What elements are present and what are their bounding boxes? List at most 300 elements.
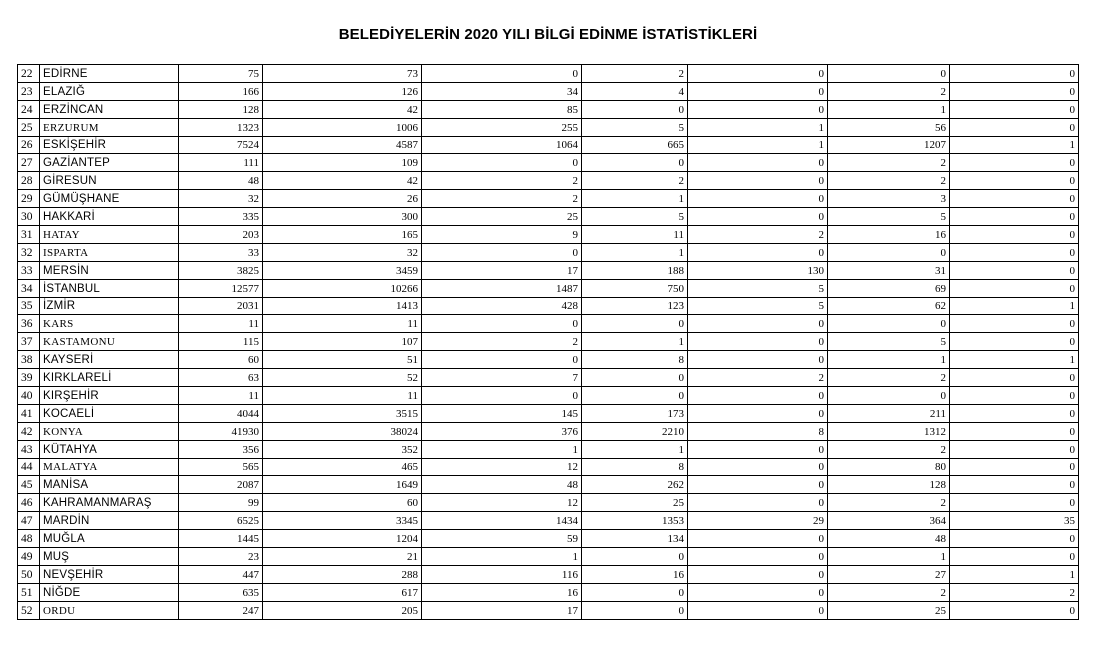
value-cell: 11 [582,226,688,244]
value-cell: 32 [179,190,263,208]
value-cell: 32 [263,243,422,261]
municipality-name: KASTAMONU [40,333,179,351]
table-row [18,548,1079,566]
row-number: 24 [18,100,40,118]
municipality-name: MERSİN [40,261,179,279]
value-cell: 48 [828,530,950,548]
value-cell: 23 [179,548,263,566]
table-row [18,154,1079,172]
value-cell: 27 [828,565,950,583]
value-cell: 173 [582,404,688,422]
value-cell: 0 [828,315,950,333]
row-number: 29 [18,190,40,208]
row-number: 48 [18,530,40,548]
value-cell: 0 [950,333,1079,351]
value-cell: 0 [688,154,828,172]
value-cell: 1323 [179,118,263,136]
value-cell: 60 [263,494,422,512]
value-cell: 1 [950,136,1079,154]
value-cell: 1487 [422,279,582,297]
table-row [18,601,1079,619]
value-cell: 165 [263,226,422,244]
value-cell: 109 [263,154,422,172]
value-cell: 31 [828,261,950,279]
value-cell: 0 [688,172,828,190]
table-row [18,315,1079,333]
value-cell: 0 [950,118,1079,136]
value-cell: 0 [950,458,1079,476]
municipality-name: MUĞLA [40,530,179,548]
table-row [18,387,1079,405]
value-cell: 33 [179,243,263,261]
row-number: 34 [18,279,40,297]
row-number: 47 [18,512,40,530]
municipality-name: NEVŞEHİR [40,565,179,583]
value-cell: 1 [950,565,1079,583]
value-cell: 0 [688,530,828,548]
value-cell: 1312 [828,422,950,440]
value-cell: 11 [179,387,263,405]
value-cell: 0 [688,387,828,405]
municipality-name: NİĞDE [40,583,179,601]
table-row [18,172,1079,190]
value-cell: 4044 [179,404,263,422]
value-cell: 4587 [263,136,422,154]
row-number: 26 [18,136,40,154]
municipality-name: ERZİNCAN [40,100,179,118]
value-cell: 7 [422,369,582,387]
value-cell: 1434 [422,512,582,530]
table-row [18,565,1079,583]
value-cell: 145 [422,404,582,422]
row-number: 23 [18,82,40,100]
row-number: 32 [18,243,40,261]
value-cell: 428 [422,297,582,315]
table-row [18,279,1079,297]
table-row [18,82,1079,100]
value-cell: 0 [950,315,1079,333]
value-cell: 0 [950,494,1079,512]
value-cell: 5 [688,297,828,315]
value-cell: 0 [950,65,1079,83]
row-number: 31 [18,226,40,244]
value-cell: 29 [688,512,828,530]
value-cell: 26 [263,190,422,208]
value-cell: 16 [582,565,688,583]
value-cell: 0 [688,404,828,422]
value-cell: 126 [263,82,422,100]
row-number: 36 [18,315,40,333]
value-cell: 0 [422,351,582,369]
value-cell: 0 [688,494,828,512]
table-row [18,458,1079,476]
value-cell: 0 [688,208,828,226]
value-cell: 17 [422,261,582,279]
value-cell: 6525 [179,512,263,530]
row-number: 45 [18,476,40,494]
row-number: 42 [18,422,40,440]
value-cell: 2087 [179,476,263,494]
value-cell: 63 [179,369,263,387]
value-cell: 0 [950,404,1079,422]
value-cell: 8 [582,351,688,369]
value-cell: 25 [422,208,582,226]
value-cell: 4 [582,82,688,100]
value-cell: 750 [582,279,688,297]
row-number: 50 [18,565,40,583]
value-cell: 0 [950,190,1079,208]
value-cell: 80 [828,458,950,476]
value-cell: 0 [950,243,1079,261]
value-cell: 0 [422,387,582,405]
value-cell: 0 [688,243,828,261]
row-number: 38 [18,351,40,369]
value-cell: 335 [179,208,263,226]
value-cell: 42 [263,172,422,190]
value-cell: 617 [263,583,422,601]
municipality-name: HATAY [40,226,179,244]
value-cell: 7524 [179,136,263,154]
value-cell: 465 [263,458,422,476]
table-row [18,65,1079,83]
table-row [18,226,1079,244]
row-number: 22 [18,65,40,83]
municipality-name: KIRŞEHİR [40,387,179,405]
value-cell: 35 [950,512,1079,530]
value-cell: 107 [263,333,422,351]
value-cell: 16 [828,226,950,244]
value-cell: 211 [828,404,950,422]
value-cell: 0 [950,172,1079,190]
row-number: 41 [18,404,40,422]
value-cell: 0 [422,65,582,83]
row-number: 28 [18,172,40,190]
value-cell: 2210 [582,422,688,440]
row-number: 30 [18,208,40,226]
value-cell: 1 [828,100,950,118]
value-cell: 0 [582,601,688,619]
value-cell: 1649 [263,476,422,494]
value-cell: 0 [950,601,1079,619]
row-number: 49 [18,548,40,566]
table-row [18,512,1079,530]
value-cell: 255 [422,118,582,136]
table-row [18,243,1079,261]
value-cell: 75 [179,65,263,83]
row-number: 43 [18,440,40,458]
value-cell: 2 [688,226,828,244]
table-row [18,440,1079,458]
value-cell: 0 [688,476,828,494]
value-cell: 115 [179,333,263,351]
row-number: 25 [18,118,40,136]
table-row [18,190,1079,208]
value-cell: 1 [828,351,950,369]
value-cell: 203 [179,226,263,244]
value-cell: 356 [179,440,263,458]
value-cell: 3 [828,190,950,208]
municipality-name: EDİRNE [40,65,179,83]
value-cell: 0 [950,422,1079,440]
row-number: 46 [18,494,40,512]
municipality-name: ELAZIĞ [40,82,179,100]
value-cell: 1064 [422,136,582,154]
value-cell: 69 [828,279,950,297]
value-cell: 0 [950,82,1079,100]
table-row [18,404,1079,422]
value-cell: 12 [422,494,582,512]
table-row [18,208,1079,226]
value-cell: 0 [950,208,1079,226]
row-number: 27 [18,154,40,172]
municipality-name: KAHRAMANMARAŞ [40,494,179,512]
value-cell: 0 [688,458,828,476]
value-cell: 1 [582,333,688,351]
value-cell: 1445 [179,530,263,548]
value-cell: 5 [828,208,950,226]
value-cell: 376 [422,422,582,440]
table-row [18,476,1079,494]
value-cell: 0 [950,387,1079,405]
municipality-name: KOCAELİ [40,404,179,422]
value-cell: 300 [263,208,422,226]
value-cell: 262 [582,476,688,494]
value-cell: 5 [582,208,688,226]
row-number: 33 [18,261,40,279]
value-cell: 0 [688,565,828,583]
value-cell: 51 [263,351,422,369]
value-cell: 188 [582,261,688,279]
value-cell: 1 [422,440,582,458]
value-cell: 352 [263,440,422,458]
value-cell: 1207 [828,136,950,154]
value-cell: 0 [950,548,1079,566]
value-cell: 56 [828,118,950,136]
value-cell: 38024 [263,422,422,440]
table-row [18,297,1079,315]
value-cell: 0 [688,333,828,351]
value-cell: 130 [688,261,828,279]
table-row [18,351,1079,369]
value-cell: 166 [179,82,263,100]
value-cell: 0 [688,583,828,601]
municipality-name: MALATYA [40,458,179,476]
municipality-name: MARDİN [40,512,179,530]
value-cell: 0 [950,100,1079,118]
value-cell: 665 [582,136,688,154]
value-cell: 48 [179,172,263,190]
value-cell: 2 [828,82,950,100]
value-cell: 128 [179,100,263,118]
value-cell: 116 [422,565,582,583]
row-number: 44 [18,458,40,476]
municipality-name: KONYA [40,422,179,440]
value-cell: 0 [688,440,828,458]
table-row [18,422,1079,440]
table-body [18,65,1079,620]
value-cell: 2 [422,333,582,351]
value-cell: 0 [582,369,688,387]
value-cell: 3345 [263,512,422,530]
value-cell: 364 [828,512,950,530]
value-cell: 85 [422,100,582,118]
value-cell: 0 [582,154,688,172]
value-cell: 0 [950,279,1079,297]
value-cell: 73 [263,65,422,83]
value-cell: 59 [422,530,582,548]
value-cell: 2 [828,583,950,601]
municipality-name: KAYSERİ [40,351,179,369]
value-cell: 21 [263,548,422,566]
value-cell: 11 [179,315,263,333]
row-number: 40 [18,387,40,405]
value-cell: 288 [263,565,422,583]
table-row [18,333,1079,351]
value-cell: 0 [422,154,582,172]
municipality-name: ESKİŞEHİR [40,136,179,154]
value-cell: 2 [828,172,950,190]
value-cell: 1006 [263,118,422,136]
value-cell: 635 [179,583,263,601]
value-cell: 52 [263,369,422,387]
value-cell: 2 [582,172,688,190]
value-cell: 25 [582,494,688,512]
value-cell: 0 [688,351,828,369]
value-cell: 123 [582,297,688,315]
municipality-name: MANİSA [40,476,179,494]
value-cell: 128 [828,476,950,494]
value-cell: 111 [179,154,263,172]
value-cell: 0 [828,65,950,83]
page-title: BELEDİYELERİN 2020 YILI BİLGİ EDİNME İSTATİSTİKLERİ [338,26,758,43]
table-row [18,136,1079,154]
value-cell: 0 [950,440,1079,458]
value-cell: 5 [828,333,950,351]
value-cell: 1 [582,190,688,208]
municipality-name: GİRESUN [40,172,179,190]
value-cell: 0 [582,548,688,566]
table-row [18,100,1079,118]
table-row [18,583,1079,601]
value-cell: 42 [263,100,422,118]
row-number: 52 [18,601,40,619]
value-cell: 0 [422,243,582,261]
row-number: 37 [18,333,40,351]
value-cell: 25 [828,601,950,619]
value-cell: 565 [179,458,263,476]
value-cell: 16 [422,583,582,601]
value-cell: 0 [582,100,688,118]
municipality-name: GÜMÜŞHANE [40,190,179,208]
value-cell: 12577 [179,279,263,297]
value-cell: 0 [688,100,828,118]
value-cell: 12 [422,458,582,476]
value-cell: 0 [688,548,828,566]
value-cell: 0 [422,315,582,333]
municipality-name: İSTANBUL [40,279,179,297]
value-cell: 2 [828,494,950,512]
value-cell: 0 [950,154,1079,172]
value-cell: 8 [582,458,688,476]
value-cell: 1353 [582,512,688,530]
value-cell: 2031 [179,297,263,315]
value-cell: 34 [422,82,582,100]
value-cell: 1 [422,548,582,566]
value-cell: 41930 [179,422,263,440]
value-cell: 0 [828,243,950,261]
value-cell: 5 [688,279,828,297]
value-cell: 2 [422,172,582,190]
table-row [18,261,1079,279]
value-cell: 1 [950,297,1079,315]
value-cell: 0 [950,226,1079,244]
value-cell: 1204 [263,530,422,548]
value-cell: 1 [828,548,950,566]
value-cell: 0 [688,315,828,333]
value-cell: 2 [828,369,950,387]
municipality-name: GAZİANTEP [40,154,179,172]
municipality-name: KIRKLARELİ [40,369,179,387]
value-cell: 1413 [263,297,422,315]
value-cell: 2 [828,154,950,172]
value-cell: 0 [688,190,828,208]
value-cell: 0 [582,387,688,405]
value-cell: 1 [688,136,828,154]
value-cell: 2 [828,440,950,458]
value-cell: 2 [582,65,688,83]
value-cell: 11 [263,387,422,405]
value-cell: 1 [688,118,828,136]
value-cell: 11 [263,315,422,333]
value-cell: 0 [828,387,950,405]
value-cell: 3515 [263,404,422,422]
value-cell: 0 [950,476,1079,494]
value-cell: 1 [582,440,688,458]
row-number: 51 [18,583,40,601]
municipality-name: KARS [40,315,179,333]
value-cell: 1 [950,351,1079,369]
municipality-name: ISPARTA [40,243,179,261]
value-cell: 10266 [263,279,422,297]
table-row [18,494,1079,512]
value-cell: 62 [828,297,950,315]
value-cell: 247 [179,601,263,619]
value-cell: 134 [582,530,688,548]
value-cell: 5 [582,118,688,136]
value-cell: 3459 [263,261,422,279]
value-cell: 2 [950,583,1079,601]
value-cell: 8 [688,422,828,440]
municipality-name: HAKKARİ [40,208,179,226]
municipality-name: ORDU [40,601,179,619]
value-cell: 99 [179,494,263,512]
municipality-name: ERZURUM [40,118,179,136]
value-cell: 0 [688,82,828,100]
value-cell: 9 [422,226,582,244]
value-cell: 205 [263,601,422,619]
municipality-name: MUŞ [40,548,179,566]
value-cell: 0 [950,530,1079,548]
value-cell: 447 [179,565,263,583]
municipality-name: İZMİR [40,297,179,315]
value-cell: 1 [582,243,688,261]
value-cell: 0 [688,65,828,83]
row-number: 39 [18,369,40,387]
value-cell: 2 [688,369,828,387]
municipality-name: KÜTAHYA [40,440,179,458]
table-row [18,530,1079,548]
value-cell: 48 [422,476,582,494]
